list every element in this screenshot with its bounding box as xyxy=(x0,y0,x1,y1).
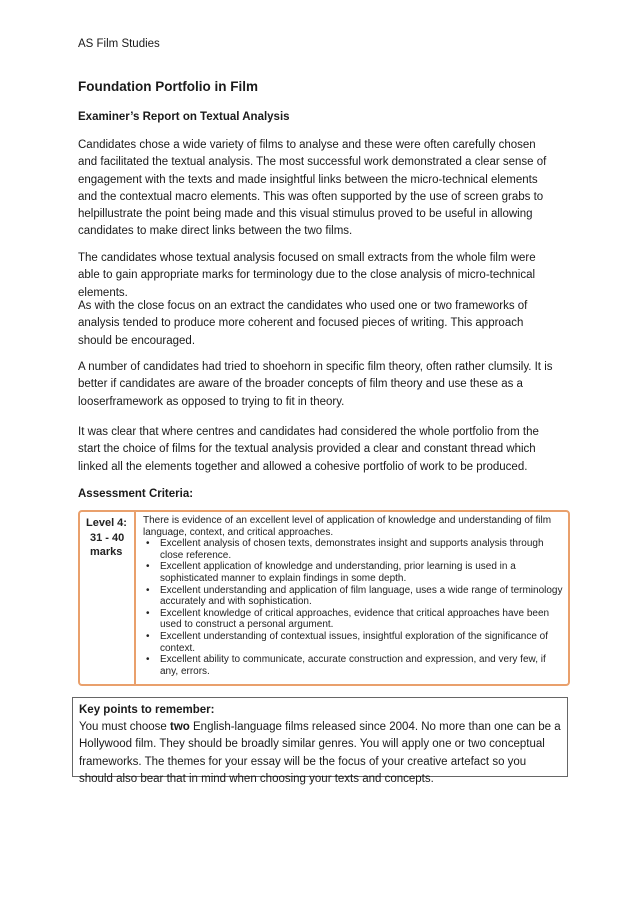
key-points-title: Key points to remember: xyxy=(79,704,215,716)
paragraph-3: As with the close focus on an extract the candidates who used one or two frameworks of analysis tended to produce more coherent and focused pieces of writing. This approach should be encouraged. xyxy=(78,300,528,347)
assessment-criteria-label: Assessment Criteria: xyxy=(78,488,194,500)
marks-range: 31 - 40 xyxy=(90,532,125,544)
paragraph-4: A number of candidates had tried to shoehorn in specific film theory, often rather clumsily. It is better if candidates are aware of the broader concepts of film theory and use these as a looserframework as opposed to trying to fit in theory. xyxy=(78,361,553,408)
page-header: AS Film Studies xyxy=(78,38,160,50)
criteria-bullet: • Excellent understanding of contextual issues, insightful exploration of the significance of context. xyxy=(142,631,566,654)
key-points-text-start: You must choose xyxy=(79,721,170,734)
paragraph-1: Candidates chose a wide variety of films to analyse and these were often carefully chosen and facilitated the textual analysis. The most successful work demonstrated a clear sense of engagement with the texts and made insightful links between the micro-technical elements and the contextual macro elements. This was often supported by the use of screen grabs to helpillustrate the point being made and this visual stimulus proved to be useful in allowing candidates to make direct links between the two films. xyxy=(78,139,547,238)
criteria-description xyxy=(142,515,566,677)
paragraph-5: It was clear that where centres and candidates had considered the whole portfolio from the start the choice of films for the textual analysis provided a clear and constant thread which linked all the elements together and allowed a cohesive portfolio of work to be produced. xyxy=(78,426,539,473)
paragraph-2: The candidates whose textual analysis focused on small extracts from the whole film were able to gain appropriate marks for terminology due to the close analysis of micro-technical elements. xyxy=(78,252,536,299)
key-points-text xyxy=(79,721,561,785)
level-label: Level 4: xyxy=(86,517,127,529)
key-points-emphasis: two xyxy=(170,721,190,734)
criteria-table xyxy=(78,510,570,686)
marks-label: marks xyxy=(90,546,123,558)
key-points-text-rest: English-language films released since 2004. No more than one can be a Hollywood film. They should be broadly similar genres. You will apply one or two conceptual frameworks. The themes for your essay will be the focus of your creative artefact so you should also bear that in mind when choosing your texts and concepts. xyxy=(79,721,561,785)
level-cell xyxy=(80,512,136,684)
criteria-bullet: • Excellent analysis of chosen texts, demonstrates insight and supports analysis through close reference. xyxy=(142,538,566,561)
page-title: Foundation Portfolio in Film xyxy=(78,79,258,94)
criteria-intro: There is evidence of an excellent level of application of knowledge and understanding of film language, context, and critical approaches. xyxy=(143,515,552,538)
criteria-bullet: • Excellent ability to communicate, accurate construction and expression, and very few, if any, errors. xyxy=(142,654,566,677)
criteria-bullet: • Excellent application of knowledge and understanding, prior learning is used in a sophisticated manner to explain findings in some depth. xyxy=(142,561,566,584)
criteria-bullet: • Excellent understanding and application of film language, uses a wide range of terminology accurately and with sophistication. xyxy=(142,585,566,608)
key-points-box xyxy=(72,697,568,785)
report-subtitle: Examiner’s Report on Textual Analysis xyxy=(78,111,290,123)
criteria-bullet: • Excellent knowledge of critical approaches, evidence that critical approaches have been used to construct a personal argument. xyxy=(142,608,566,631)
criteria-bullets xyxy=(142,538,566,677)
